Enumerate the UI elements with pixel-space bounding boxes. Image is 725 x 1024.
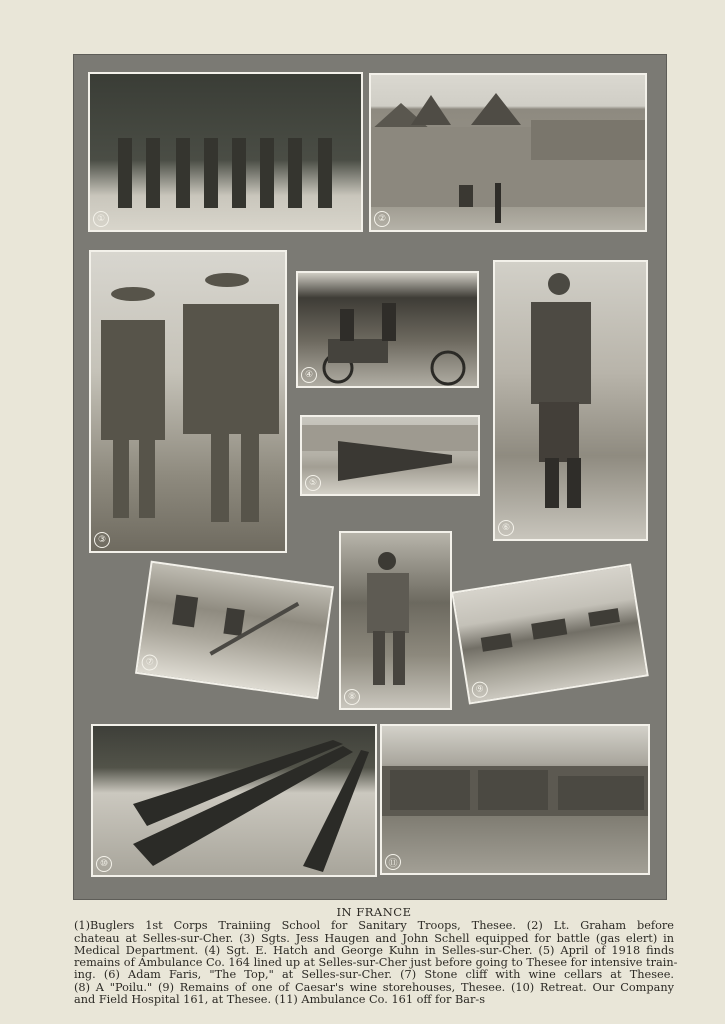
poilu-illustration xyxy=(341,533,450,708)
photo-retreat xyxy=(91,724,377,877)
train-illustration xyxy=(382,726,648,873)
photo-number: ① xyxy=(93,211,109,227)
photo-ambulance-lineup xyxy=(300,415,480,496)
photo-sidecar xyxy=(296,271,479,388)
photo-number: ⑦ xyxy=(141,653,159,671)
caption-line: Medical Department. (4) Sgt. E. Hatch and George Kuhn in Selles-sur-Cher. (5) April of 1918 finds xyxy=(74,943,674,957)
photo-number: ④ xyxy=(301,367,317,383)
photo-poilu xyxy=(339,531,452,710)
caption-line: (8) A "Poilu." (9) Remains of one of Caesar's wine storehouses, Thesee. (10) Retreat. Our Company xyxy=(74,980,674,994)
cliff-illustration xyxy=(137,563,332,697)
caption-line: remains of Ambulance Co. 164 lined up at Selles-sur-Cher just before going to Thesee for intensive train- xyxy=(74,956,678,970)
caption-line: (1)Buglers 1st Corps Trainiing School for Sanitary Troops, Thesee. (2) Lt. Graham before xyxy=(74,919,674,933)
chateau-illustration xyxy=(371,75,645,230)
photo-number: ⑩ xyxy=(96,856,112,872)
lineup-illustration xyxy=(302,417,478,494)
photo-number: ③ xyxy=(94,532,110,548)
buglers-illustration xyxy=(90,74,361,230)
photo-buglers xyxy=(88,72,363,232)
photo-chateau xyxy=(369,73,647,232)
sergeants-illustration xyxy=(91,252,285,551)
retreat-illustration xyxy=(93,726,375,875)
photo-number: ⑤ xyxy=(305,475,321,491)
faris-illustration xyxy=(495,262,646,539)
photo-ambulance-train xyxy=(380,724,650,875)
caption-line: and Field Hospital 161, at Thesee. (11) Ambulance Co. 161 off for Bar-s xyxy=(74,993,486,1007)
photo-number: ⑥ xyxy=(498,520,514,536)
caption-line: ing. (6) Adam Faris, "The Top," at Selles-sur-Cher. (7) Stone cliff with wine cellars at Thesee. xyxy=(74,968,674,982)
photo-number: ⑧ xyxy=(344,689,360,705)
caption-title: IN FRANCE xyxy=(336,905,412,919)
photo-sergeants xyxy=(89,250,287,553)
photo-adam-faris xyxy=(493,260,648,541)
photo-number: ② xyxy=(374,211,390,227)
photo-number: ⑨ xyxy=(471,681,489,699)
caption xyxy=(74,905,678,1007)
photo-number: ⑪ xyxy=(385,854,401,870)
caption-line: chateau at Selles-sur-Cher. (3) Sgts. Jess Haugen and John Schell equipped for battle (gas elert) in xyxy=(74,931,674,945)
sidecar-illustration xyxy=(298,273,477,386)
